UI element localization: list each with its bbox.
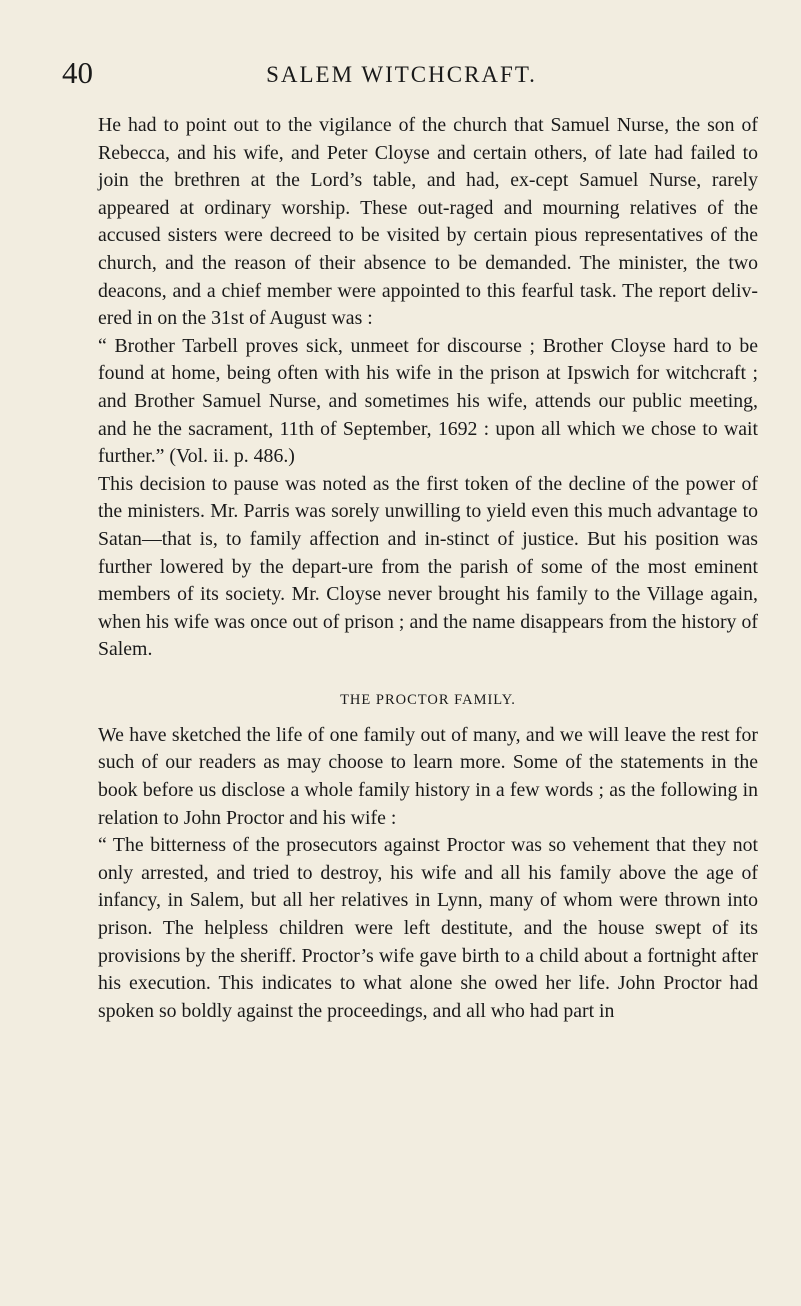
running-title: SALEM WITCHCRAFT. — [266, 62, 537, 87]
paragraph-decision: This decision to pause was noted as the first token of the decline of the power of the ministers. Mr. Parris was sorely unwilling to yield even this much advantage to Satan—that is, to family affection and in-stinct of justice. But his position was further lowered by the depart-ure from the parish of some of the most eminent members of its society. Mr. Cloyse never brought his family to the Village again, when his wife was once out of prison ; and the name disappears from the history of Salem. — [98, 472, 758, 661]
page-header — [62, 56, 741, 90]
page-number: 40 — [62, 55, 93, 90]
body-text — [98, 112, 758, 1025]
paragraph-report-quote: “ Brother Tarbell proves sick, unmeet for discourse ; Brother Cloyse hard to be found at home, being often with his wife in the prison at Ipswich for witchcraft ; and Brother Samuel Nurse, and sometimes his wife, attends our public meeting, and he the sacrament, 11th of September, 1692 : upon all which we chose to wait further.” (Vol. ii. p. 486.) — [98, 334, 758, 468]
paragraph-vigilance: He had to point out to the vigilance of the church that Samuel Nurse, the son of Rebecca, and his wife, and Peter Cloyse and certain others, of late had failed to join the brethren at the Lord’s table, and had, ex-cept Samuel Nurse, rarely appeared at ordinary worship. These out-raged and mourning relatives of the accused sisters were decreed to be visited by certain pious representatives of the church, and the reason of their absence to be demanded. The minister, the two deacons, and a chief member were appointed to this fearful task. The report deliv-ered in on the 31st of August was : — [98, 114, 758, 330]
section-heading: THE PROCTOR FAMILY. — [340, 691, 516, 708]
paragraph-proctor-intro: We have sketched the life of one family out of many, and we will leave the rest for such of our readers as may choose to learn more. Some of the statements in the book before us disclose a whole family history in a few words ; as the following in relation to John Proctor and his wife : — [98, 723, 758, 829]
paragraph-proctor-quote: “ The bitterness of the prosecutors against Proctor was so vehement that they not only arrested, and tried to destroy, his wife and all his family above the age of infancy, in Salem, but all her relatives in Lynn, many of whom were thrown into prison. The helpless children were left destitute, and the house swept of its provisions by the sheriff. Proctor’s wife gave birth to a child about a fortnight after his execution. This indicates to what alone she owed her life. John Proctor had spoken so boldly against the proceedings, and all who had part in — [98, 834, 758, 1022]
